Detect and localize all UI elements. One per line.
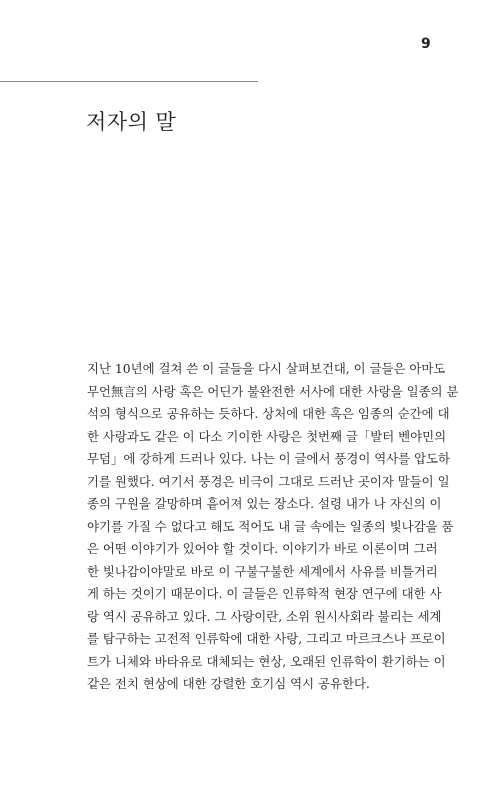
body-line: 한 빛나감이야말로 바로 이 구불구불한 세계에서 사유를 비틀거리	[87, 563, 438, 579]
body-line: 랑 역시 공유하고 있다. 그 사랑이란, 소위 원시사회라 불리는 세계	[87, 608, 442, 624]
header-rule	[0, 81, 258, 82]
body-line: 종의 구원을 갈망하며 흩어져 있는 장소다. 설령 내가 나 자신의 이	[87, 496, 442, 511]
body-line: 트가 니체와 바타유로 대체되는 현상, 오래된 인류학이 환기하는 이	[87, 653, 446, 669]
body-line: 기를 원했다. 여기서 풍경은 비극이 그대로 드러난 곳이자 말들이 일	[87, 473, 450, 489]
body-line: 를 탐구하는 고전적 인류학에 대한 사랑, 그리고 마르크스나 프로이	[87, 631, 446, 646]
body-line: 게 하는 것이기 때문이다. 이 글들은 인류학적 현장 연구에 대한 사	[87, 586, 442, 601]
page-number: 9	[421, 36, 431, 52]
body-line: 무언無言의 사랑 혹은 어딘가 불완전한 서사에 대한 사랑을 일종의 분	[87, 383, 459, 399]
body-line: 은 어떤 이야기가 있어야 할 것이다. 이야기가 바로 이론이며 그러	[87, 541, 438, 556]
body-line: 야기를 가질 수 없다고 해도 적어도 내 글 속에는 일종의 빛나감을 품	[87, 518, 454, 534]
body-line: 같은 전치 현상에 대한 강렬한 호기심 역시 공유한다.	[87, 676, 370, 691]
body-paragraph	[87, 358, 459, 696]
body-line: 석의 형식으로 공유하는 듯하다. 상처에 대한 혹은 임종의 순간에 대	[87, 406, 450, 421]
section-title: 저자의 말	[86, 110, 177, 135]
body-line: 지난 10년에 걸쳐 쓴 이 글들을 다시 살펴보건대, 이 글들은 아마도	[87, 361, 446, 376]
body-line: 한 사랑과도 같은 이 다소 기이한 사랑은 첫번째 글「발터 벤야민의	[87, 428, 447, 444]
body-line: 무덤」에 강하게 드러나 있다. 나는 이 글에서 풍경이 역사를 압도하	[87, 451, 450, 466]
